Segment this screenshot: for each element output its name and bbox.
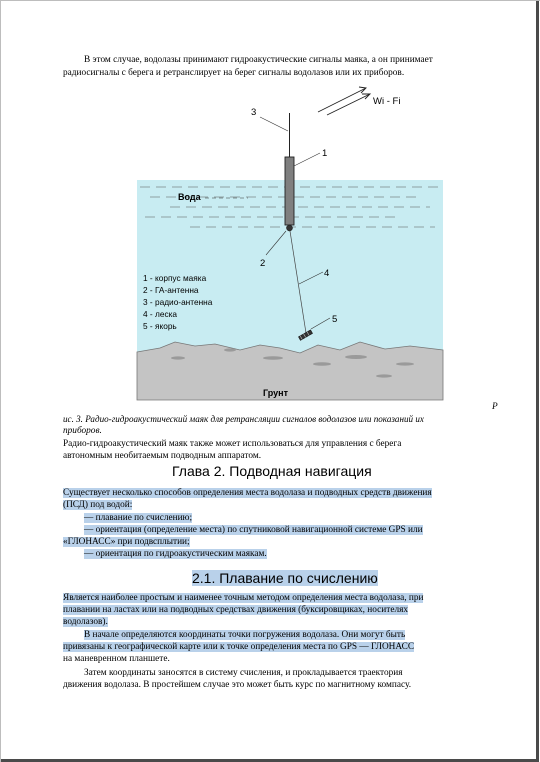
chapter-title: Глава 2. Подводная навигация: [172, 463, 372, 479]
methods-item-2a-text: — ориентация (определение места) по спутниковой навигационной системе GPS или: [84, 525, 423, 535]
methods-line-2: [63, 499, 132, 512]
ground-label: Грунт: [263, 388, 288, 398]
caption-line-1: ис. 3. Радио-гидроакустический маяк для ретрансляции сигналов водолазов или показаний их: [63, 414, 424, 424]
methods-item-2b: [63, 536, 190, 549]
methods-item-3-text: — ориентация по гидроакустическим маякам.: [84, 549, 267, 559]
methods-item-1-text: — плавание по счислению;: [84, 513, 193, 523]
s1-line-2-text: плавании на ластах или на подводных средствах движения (буксировщиках, носителях: [63, 605, 409, 615]
caption-line-2: приборов.: [63, 426, 102, 436]
para1-line-2: автономным необитаемым подводным аппаратом.: [63, 451, 262, 461]
methods-line-1-text: Существует несколько способов определения места водолаза и подводных средств движения: [63, 488, 432, 498]
s2-line-2-text: привязаны к географической карте или к точке определения места по GPS — ГЛОНАСС: [63, 642, 415, 652]
methods-item-3: [84, 548, 267, 561]
methods-item-2b-text: «ГЛОНАСС» при подвсплытии;: [63, 537, 190, 547]
caption-letter: Р: [492, 402, 498, 412]
legend-item: 3 - радио-антенна: [143, 297, 213, 307]
s1-line-1: [63, 592, 423, 605]
legend-item: 1 - корпус маяка: [143, 273, 207, 283]
ga-antenna: [287, 225, 293, 231]
label-2: 2: [260, 258, 266, 269]
wifi-signal-icon: [318, 87, 370, 115]
s1-line-3-text: водолазов).: [63, 617, 108, 627]
wifi-label: Wi - Fi: [373, 96, 401, 107]
s3-line-2: движения водолаза. В простейшем случае это может быть курс по магнитному компасу.: [63, 680, 412, 690]
intro-line-2: радиосигналы с берега и ретранслирует на берег сигналы водолазов или их приборов.: [63, 68, 405, 78]
label-4: 4: [324, 268, 330, 279]
label-5: 5: [332, 314, 338, 325]
methods-item-1: [84, 512, 192, 525]
legend-item: 5 - якорь: [143, 321, 177, 331]
legend-item: 4 - леска: [143, 309, 178, 319]
s2-line-1: [84, 629, 405, 642]
methods-item-2a: [84, 524, 423, 537]
s2-line-2: [63, 641, 414, 654]
s1-line-2: [63, 604, 408, 617]
legend-item: 2 - ГА-антенна: [143, 285, 199, 295]
methods-line-2-text: (ПСД) под водой:: [63, 500, 133, 510]
s3-line-1: Затем координаты заносятся в систему счисления, и прокладывается траектория: [84, 668, 403, 678]
s2-line-3: на маневренном планшете.: [63, 654, 170, 664]
label-1: 1: [322, 148, 328, 159]
ground-area: [137, 342, 443, 400]
s1-line-1-text: Является наиболее простым и наименее точным методом определения места водолаза, при: [63, 593, 424, 603]
para1-line-1: Радио-гидроакустический маяк также может использоваться для управления с берега: [63, 439, 402, 449]
s1-line-3: [63, 616, 108, 629]
intro-line-1: В этом случае, водолазы принимают гидроакустические сигналы маяка, а он принимает: [84, 55, 433, 65]
s2-line-1-text: В начале определяются координаты точки погружения водолаза. Они могут быть: [84, 630, 406, 640]
label-3: 3: [251, 107, 257, 118]
beacon-body: [285, 157, 294, 225]
section-title: [192, 570, 378, 586]
section-title-text: 2.1. Плавание по счислению: [192, 570, 378, 586]
methods-line-1: [63, 487, 432, 500]
water-label: Вода: [178, 192, 201, 202]
